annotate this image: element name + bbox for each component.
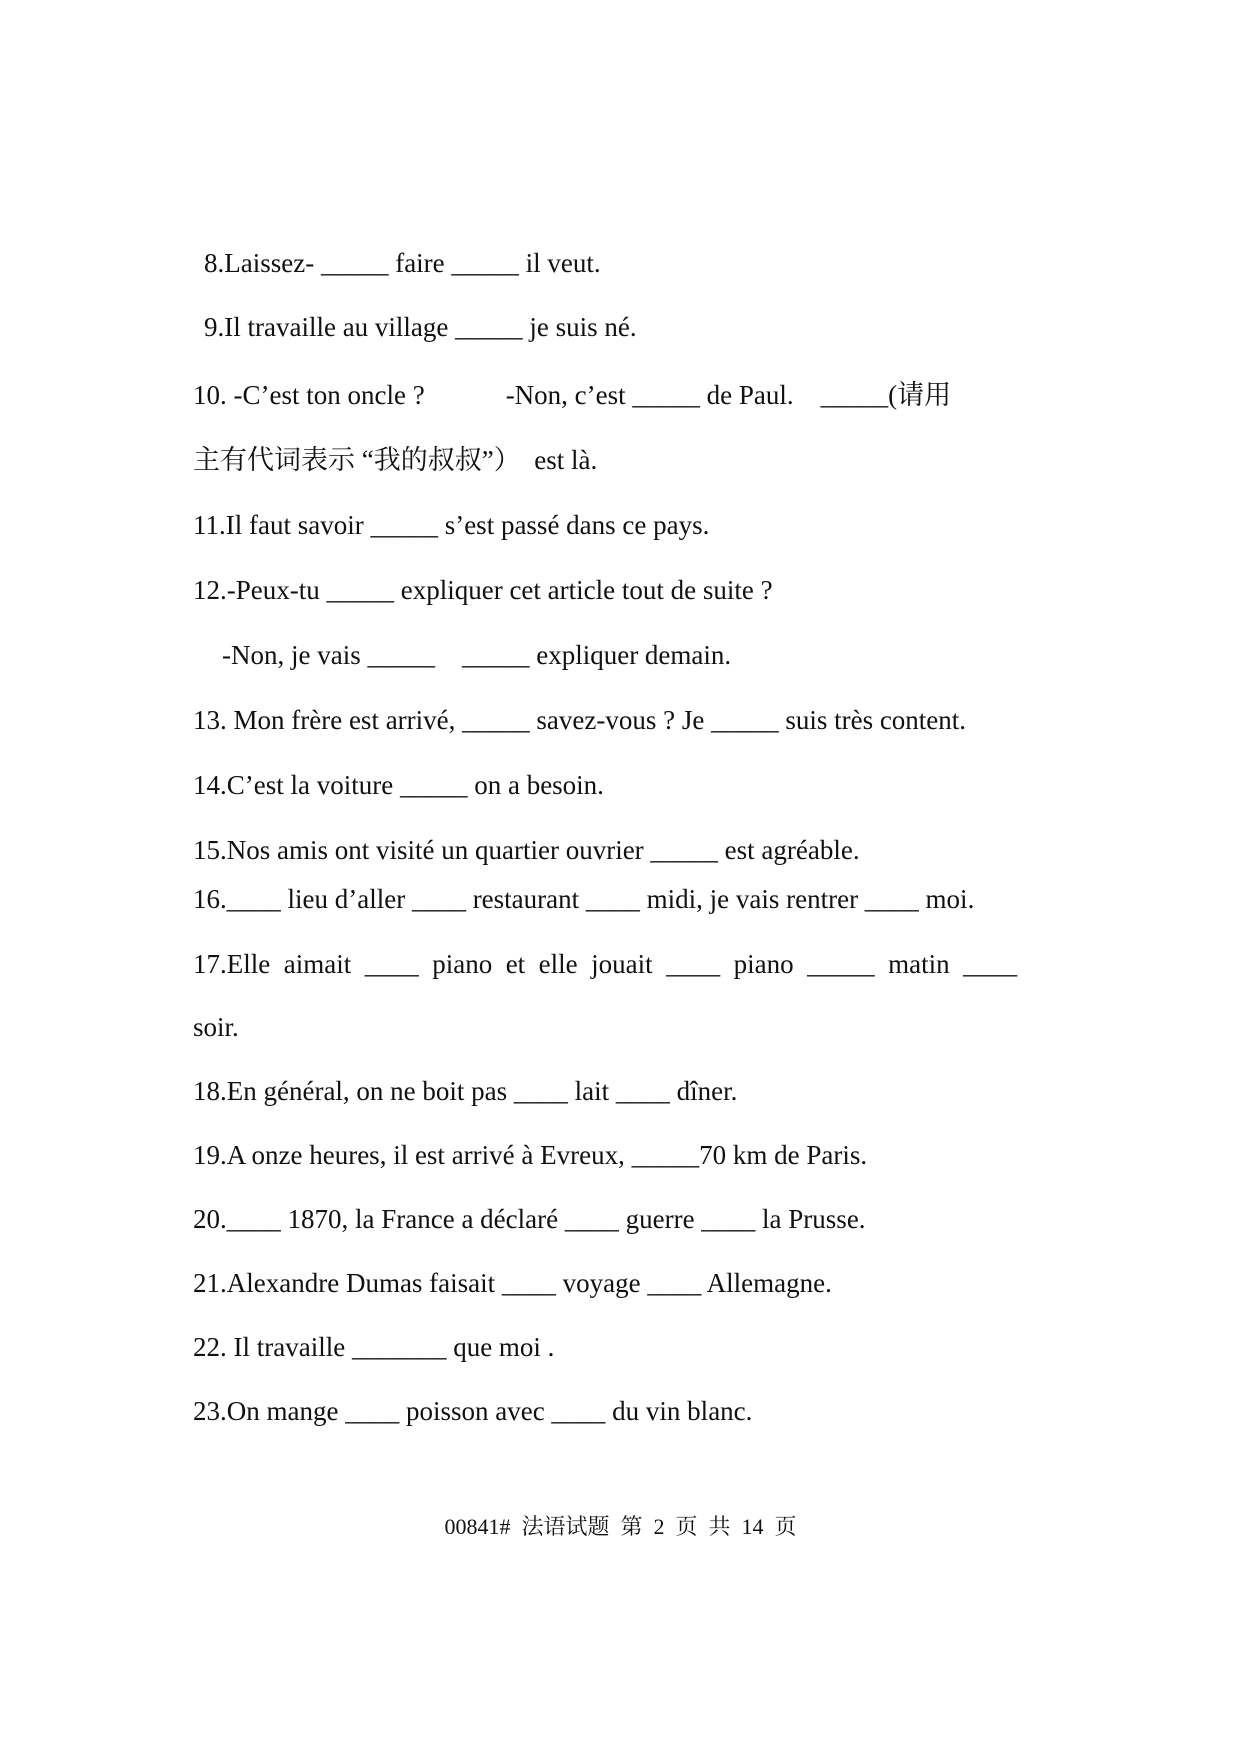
question-12-line-2: -Non, je vais _____ _____ expliquer demain.	[222, 640, 732, 670]
question-15: 15.Nos amis ont visité un quartier ouvrier _____ est agréable.	[193, 835, 860, 865]
question-12-line-1: 12.-Peux-tu _____ expliquer cet article tout de suite ?	[193, 575, 773, 605]
question-11: 11.Il faut savoir _____ s’est passé dans ce pays.	[193, 510, 710, 540]
question-22: 22. Il travaille _______ que moi .	[193, 1332, 555, 1362]
question-20: 20.____ 1870, la France a déclaré ____ guerre ____ la Prusse.	[193, 1204, 866, 1234]
question-17-line-1: 17.Elle aimait ____ piano et elle jouait ____ piano _____ matin ____	[193, 949, 1018, 979]
question-8: 8.Laissez- _____ faire _____ il veut.	[204, 248, 601, 278]
question-17-line-2: soir.	[193, 1012, 239, 1042]
page-footer: 00841# 法语试题 第 2 页 共 14 页	[444, 1514, 797, 1539]
question-10-line-1: 10. -C’est ton oncle ? -Non, c’est _____ de Paul. _____(请用	[193, 380, 952, 410]
question-10-line-2: 主有代词表示 “我的叔叔”） est là.	[193, 445, 598, 475]
question-13: 13. Mon frère est arrivé, _____ savez-vous ? Je _____ suis très content.	[193, 705, 967, 735]
question-23: 23.On mange ____ poisson avec ____ du vin blanc.	[193, 1396, 753, 1426]
question-14: 14.C’est la voiture _____ on a besoin.	[193, 770, 604, 800]
question-18: 18.En général, on ne boit pas ____ lait ____ dîner.	[193, 1076, 738, 1106]
question-16: 16.____ lieu d’aller ____ restaurant ____ midi, je vais rentrer ____ moi.	[193, 884, 975, 914]
question-21: 21.Alexandre Dumas faisait ____ voyage ____ Allemagne.	[193, 1268, 832, 1298]
question-9: 9.Il travaille au village _____ je suis né.	[204, 312, 637, 342]
question-19: 19.A onze heures, il est arrivé à Evreux, _____70 km de Paris.	[193, 1140, 868, 1170]
